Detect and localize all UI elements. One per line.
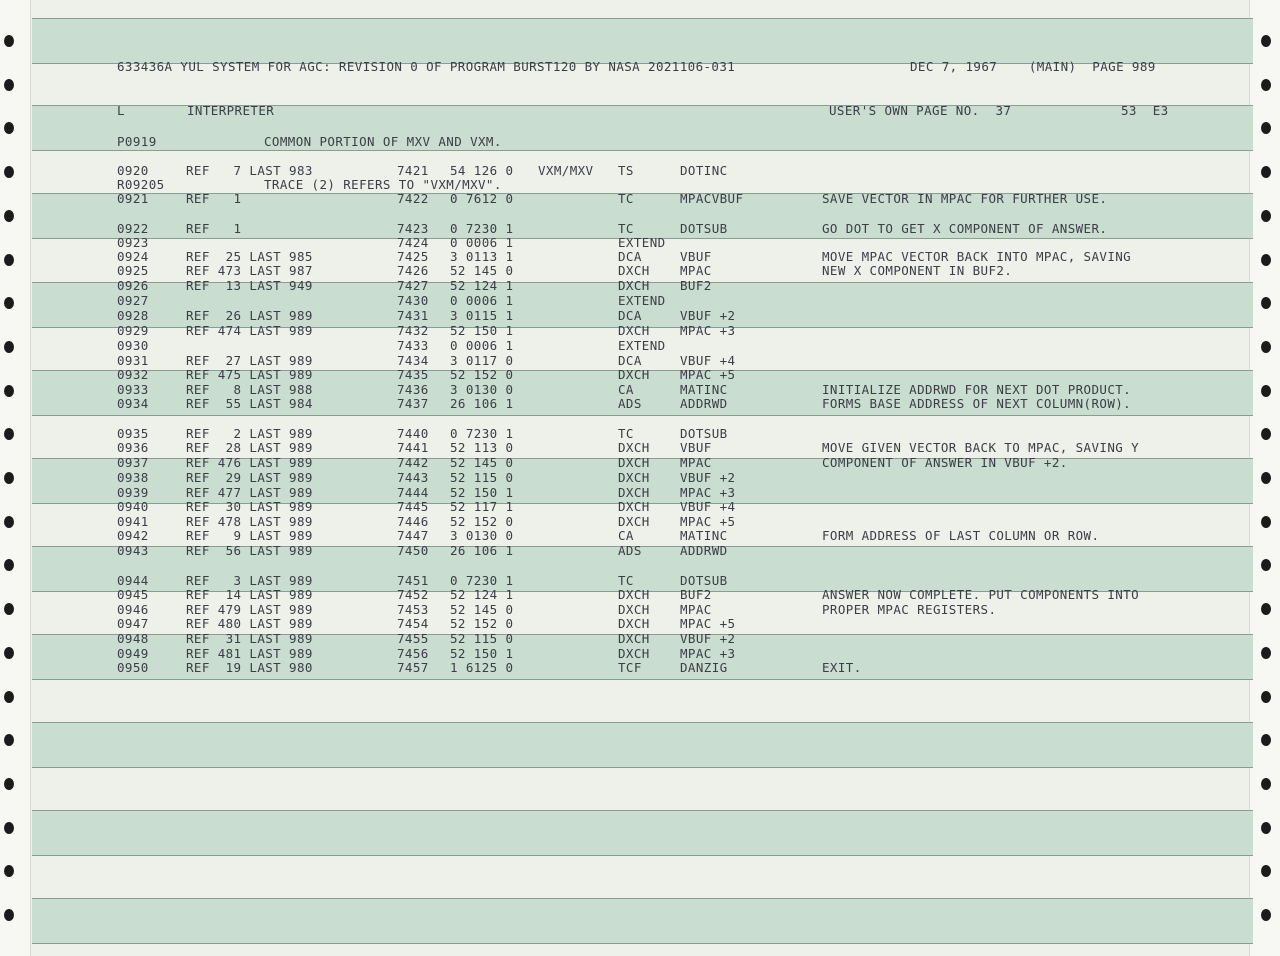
listing-operand: VBUF +2: [680, 470, 736, 485]
listing-comment: EXIT.: [822, 660, 862, 675]
listing-comment: MOVE MPAC VECTOR BACK INTO MPAC, SAVING: [822, 249, 1132, 264]
listing-address: 7455: [397, 631, 429, 646]
listing-operand: MPAC: [680, 455, 712, 470]
sprocket-hole: [4, 691, 14, 703]
listing-operand: VBUF +2: [680, 631, 736, 646]
listing-octal-code: 52 150 1: [450, 646, 514, 661]
sprocket-hole: [4, 472, 14, 484]
listing-operand: MPAC +3: [680, 323, 736, 338]
listing-address: 7432: [397, 323, 429, 338]
listing-line-number: 0937: [117, 455, 149, 470]
listing-line-number: 0939: [117, 485, 149, 500]
listing-opcode: TS: [618, 163, 634, 178]
listing-operand: DOTSUB: [680, 426, 728, 441]
sprocket-hole: [1261, 472, 1271, 484]
sprocket-hole: [1261, 516, 1271, 528]
listing-opcode: DXCH: [618, 631, 650, 646]
listing-ref: REF 25 LAST 985: [186, 249, 313, 264]
sprocket-hole: [1261, 909, 1271, 921]
header-listing-type: L: [117, 103, 125, 118]
listing-ref: REF 479 LAST 989: [186, 602, 313, 617]
listing-operand: VBUF +4: [680, 499, 736, 514]
listing-ref: REF 55 LAST 984: [186, 396, 313, 411]
sprocket-hole: [1261, 35, 1271, 47]
sprocket-hole: [4, 385, 14, 397]
listing-ref: REF 476 LAST 989: [186, 455, 313, 470]
listing-opcode: EXTEND: [618, 235, 666, 250]
listing-octal-code: 52 152 0: [450, 514, 514, 529]
listing-ref: REF 26 LAST 989: [186, 308, 313, 323]
header-user-page: USER'S OWN PAGE NO. 37: [829, 103, 1012, 118]
listing-opcode: DXCH: [618, 587, 650, 602]
listing-octal-code: 3 0113 1: [450, 249, 514, 264]
listing-label: VXM/MXV: [538, 163, 594, 178]
sprocket-hole: [4, 79, 14, 91]
listing-octal-code: 0 0006 1: [450, 293, 514, 308]
listing-ref: REF 474 LAST 989: [186, 323, 313, 338]
listing-line-number: 0925: [117, 263, 149, 278]
listing-opcode: DXCH: [618, 616, 650, 631]
section-title: COMMON PORTION OF MXV AND VXM.: [264, 134, 502, 149]
listing-octal-code: 52 124 1: [450, 278, 514, 293]
listing-line-number: 0923: [117, 235, 149, 250]
listing-opcode: DXCH: [618, 499, 650, 514]
sprocket-hole: [1261, 210, 1271, 222]
listing-trace-note: TRACE (2) REFERS TO "VXM/MXV".: [264, 177, 502, 192]
sprocket-hole: [4, 909, 14, 921]
listing-comment: COMPONENT OF ANSWER IN VBUF +2.: [822, 455, 1068, 470]
listing-octal-code: 26 106 1: [450, 543, 514, 558]
listing-ref: REF 473 LAST 987: [186, 263, 313, 278]
listing-address: 7457: [397, 660, 429, 675]
sprocket-hole: [1261, 166, 1271, 178]
listing-address: 7426: [397, 263, 429, 278]
listing-ref: REF 13 LAST 949: [186, 278, 313, 293]
listing-address: 7435: [397, 367, 429, 382]
listing-address: 7427: [397, 278, 429, 293]
listing-comment: FORMS BASE ADDRESS OF NEXT COLUMN(ROW).: [822, 396, 1132, 411]
listing-address: 7450: [397, 543, 429, 558]
listing-address: 7423: [397, 221, 429, 236]
listing-address: 7433: [397, 338, 429, 353]
listing-opcode: DCA: [618, 249, 642, 264]
listing-ref: REF 56 LAST 989: [186, 543, 313, 558]
listing-line-number: 0938: [117, 470, 149, 485]
listing-line-number: 0934: [117, 396, 149, 411]
listing-line-number: R09205: [117, 177, 165, 192]
sprocket-hole: [4, 166, 14, 178]
listing-ref: REF 30 LAST 989: [186, 499, 313, 514]
listing-octal-code: 26 106 1: [450, 396, 514, 411]
listing-ref: REF 9 LAST 989: [186, 528, 313, 543]
listing-address: 7440: [397, 426, 429, 441]
section-id: P0919: [117, 134, 157, 149]
listing-address: 7422: [397, 191, 429, 206]
listing-opcode: DXCH: [618, 602, 650, 617]
listing-line-number: 0932: [117, 367, 149, 382]
sprocket-hole: [4, 210, 14, 222]
listing-line-number: 0926: [117, 278, 149, 293]
listing-operand: DOTINC: [680, 163, 728, 178]
listing-line-number: 0950: [117, 660, 149, 675]
greenbar-band: [32, 722, 1253, 768]
listing-address: 7451: [397, 573, 429, 588]
listing-address: 7452: [397, 587, 429, 602]
listing-address: 7431: [397, 308, 429, 323]
listing-ref: REF 477 LAST 989: [186, 485, 313, 500]
listing-ref: REF 478 LAST 989: [186, 514, 313, 529]
listing-line-number: 0928: [117, 308, 149, 323]
listing-address: 7421: [397, 163, 429, 178]
listing-opcode: EXTEND: [618, 338, 666, 353]
listing-line-number: 0949: [117, 646, 149, 661]
listing-address: 7436: [397, 382, 429, 397]
listing-ref: REF 31 LAST 989: [186, 631, 313, 646]
listing-address: 7446: [397, 514, 429, 529]
listing-octal-code: 3 0130 0: [450, 528, 514, 543]
listing-opcode: CA: [618, 382, 634, 397]
listing-operand: MPACVBUF: [680, 191, 744, 206]
listing-operand: VBUF +2: [680, 308, 736, 323]
listing-operand: ADDRWD: [680, 396, 728, 411]
listing-address: 7441: [397, 440, 429, 455]
listing-octal-code: 3 0117 0: [450, 353, 514, 368]
listing-line-number: 0924: [117, 249, 149, 264]
listing-octal-code: 52 113 0: [450, 440, 514, 455]
listing-ref: REF 1: [186, 221, 242, 236]
listing-opcode: DXCH: [618, 278, 650, 293]
listing-comment: PROPER MPAC REGISTERS.: [822, 602, 997, 617]
listing-opcode: DCA: [618, 308, 642, 323]
listing-line-number: 0947: [117, 616, 149, 631]
listing-address: 7425: [397, 249, 429, 264]
listing-operand: DOTSUB: [680, 221, 728, 236]
listing-line-number: 0946: [117, 602, 149, 617]
listing-opcode: DXCH: [618, 470, 650, 485]
listing-line-number: 0948: [117, 631, 149, 646]
sprocket-hole: [4, 822, 14, 834]
listing-opcode: DXCH: [618, 263, 650, 278]
sprocket-hole: [4, 647, 14, 659]
listing-octal-code: 0 0006 1: [450, 338, 514, 353]
listing-comment: FORM ADDRESS OF LAST COLUMN OR ROW.: [822, 528, 1100, 543]
listing-comment: SAVE VECTOR IN MPAC FOR FURTHER USE.: [822, 191, 1108, 206]
sprocket-hole: [4, 603, 14, 615]
listing-line-number: 0935: [117, 426, 149, 441]
listing-opcode: DXCH: [618, 646, 650, 661]
listing-line-number: 0944: [117, 573, 149, 588]
listing-operand: DANZIG: [680, 660, 728, 675]
listing-opcode: ADS: [618, 396, 642, 411]
listing-octal-code: 0 0006 1: [450, 235, 514, 250]
listing-line-number: 0930: [117, 338, 149, 353]
listing-octal-code: 52 152 0: [450, 616, 514, 631]
listing-ref: REF 480 LAST 989: [186, 616, 313, 631]
header-section-name: INTERPRETER: [187, 103, 275, 118]
listing-address: 7447: [397, 528, 429, 543]
header-title: 633436A YUL SYSTEM FOR AGC: REVISION 0 OF PROGRAM BURST120 BY NASA 2021106-031: [117, 59, 736, 74]
listing-opcode: TC: [618, 573, 634, 588]
listing-address: 7443: [397, 470, 429, 485]
listing-line-number: 0929: [117, 323, 149, 338]
listing-octal-code: 52 150 1: [450, 323, 514, 338]
listing-line-number: 0922: [117, 221, 149, 236]
listing-line-number: 0921: [117, 191, 149, 206]
listing-comment: GO DOT TO GET X COMPONENT OF ANSWER.: [822, 221, 1108, 236]
listing-opcode: TC: [618, 426, 634, 441]
listing-ref: REF 28 LAST 989: [186, 440, 313, 455]
listing-operand: VBUF: [680, 249, 712, 264]
listing-octal-code: 0 7230 1: [450, 221, 514, 236]
sprocket-hole: [1261, 691, 1271, 703]
listing-operand: VBUF +4: [680, 353, 736, 368]
listing-line-number: 0927: [117, 293, 149, 308]
header-date-page: DEC 7, 1967 (MAIN) PAGE 989: [910, 59, 1156, 74]
listing-line-number: 0945: [117, 587, 149, 602]
listing-octal-code: 52 115 0: [450, 631, 514, 646]
listing-octal-code: 0 7230 1: [450, 426, 514, 441]
listing-ref: REF 3 LAST 989: [186, 573, 313, 588]
greenbar-band: [32, 18, 1253, 64]
listing-address: 7444: [397, 485, 429, 500]
listing-ref: REF 7 LAST 983: [186, 163, 313, 178]
listing-opcode: TC: [618, 221, 634, 236]
listing-operand: MPAC +5: [680, 514, 736, 529]
listing-octal-code: 52 145 0: [450, 602, 514, 617]
listing-octal-code: 3 0130 0: [450, 382, 514, 397]
listing-comment: MOVE GIVEN VECTOR BACK TO MPAC, SAVING Y: [822, 440, 1140, 455]
sprocket-hole: [1261, 385, 1271, 397]
listing-ref: REF 1: [186, 191, 242, 206]
sprocket-hole: [4, 341, 14, 353]
listing-ref: REF 27 LAST 989: [186, 353, 313, 368]
listing-opcode: ADS: [618, 543, 642, 558]
listing-operand: BUF2: [680, 587, 712, 602]
listing-octal-code: 0 7612 0: [450, 191, 514, 206]
listing-ref: REF 2 LAST 989: [186, 426, 313, 441]
listing-octal-code: 0 7230 1: [450, 573, 514, 588]
listing-opcode: DXCH: [618, 514, 650, 529]
listing-opcode: DXCH: [618, 455, 650, 470]
sprocket-hole: [1261, 647, 1271, 659]
sprocket-hole: [1261, 603, 1271, 615]
greenbar-band: [32, 810, 1253, 856]
listing-line-number: 0920: [117, 163, 149, 178]
listing-operand: DOTSUB: [680, 573, 728, 588]
listing-octal-code: 52 150 1: [450, 485, 514, 500]
sprocket-hole: [1261, 254, 1271, 266]
sprocket-hole: [4, 516, 14, 528]
listing-address: 7434: [397, 353, 429, 368]
listing-operand: MPAC: [680, 263, 712, 278]
listing-address: 7424: [397, 235, 429, 250]
listing-ref: REF 19 LAST 980: [186, 660, 313, 675]
greenbar-band: [32, 898, 1253, 944]
sprocket-hole: [1261, 79, 1271, 91]
listing-opcode: DXCH: [618, 440, 650, 455]
listing-address: 7430: [397, 293, 429, 308]
sprocket-hole: [1261, 341, 1271, 353]
listing-octal-code: 52 117 1: [450, 499, 514, 514]
listing-comment: ANSWER NOW COMPLETE. PUT COMPONENTS INTO: [822, 587, 1140, 602]
listing-octal-code: 52 124 1: [450, 587, 514, 602]
listing-opcode: TCF: [618, 660, 642, 675]
sprocket-hole: [1261, 822, 1271, 834]
listing-opcode: TC: [618, 191, 634, 206]
listing-operand: MATINC: [680, 528, 728, 543]
listing-operand: ADDRWD: [680, 543, 728, 558]
listing-address: 7456: [397, 646, 429, 661]
listing-line-number: 0936: [117, 440, 149, 455]
listing-octal-code: 52 152 0: [450, 367, 514, 382]
listing-line-number: 0942: [117, 528, 149, 543]
listing-operand: MPAC +5: [680, 616, 736, 631]
listing-octal-code: 52 145 0: [450, 263, 514, 278]
listing-address: 7437: [397, 396, 429, 411]
listing-octal-code: 54 126 0: [450, 163, 514, 178]
listing-address: 7453: [397, 602, 429, 617]
listing-operand: MPAC +5: [680, 367, 736, 382]
header-page-code: 53 E3: [1121, 103, 1169, 118]
listing-operand: MPAC: [680, 602, 712, 617]
sprocket-hole: [4, 254, 14, 266]
listing-octal-code: 1 6125 0: [450, 660, 514, 675]
listing-line-number: 0931: [117, 353, 149, 368]
listing-opcode: DXCH: [618, 323, 650, 338]
listing-ref: REF 14 LAST 989: [186, 587, 313, 602]
listing-ref: REF 8 LAST 988: [186, 382, 313, 397]
sprocket-hole: [1261, 778, 1271, 790]
listing-opcode: CA: [618, 528, 634, 543]
listing-address: 7454: [397, 616, 429, 631]
listing-octal-code: 52 115 0: [450, 470, 514, 485]
listing-operand: MATINC: [680, 382, 728, 397]
listing-opcode: EXTEND: [618, 293, 666, 308]
listing-comment: NEW X COMPONENT IN BUF2.: [822, 263, 1013, 278]
listing-operand: BUF2: [680, 278, 712, 293]
listing-opcode: DCA: [618, 353, 642, 368]
sprocket-hole: [4, 778, 14, 790]
listing-address: 7442: [397, 455, 429, 470]
listing-line-number: 0943: [117, 543, 149, 558]
listing-ref: REF 475 LAST 989: [186, 367, 313, 382]
listing-opcode: DXCH: [618, 485, 650, 500]
listing-opcode: DXCH: [618, 367, 650, 382]
listing-line-number: 0933: [117, 382, 149, 397]
listing-operand: MPAC +3: [680, 485, 736, 500]
listing-ref: REF 481 LAST 989: [186, 646, 313, 661]
listing-operand: VBUF: [680, 440, 712, 455]
listing-line-number: 0941: [117, 514, 149, 529]
listing-octal-code: 52 145 0: [450, 455, 514, 470]
listing-line-number: 0940: [117, 499, 149, 514]
sprocket-hole: [4, 35, 14, 47]
listing-address: 7445: [397, 499, 429, 514]
listing-operand: MPAC +3: [680, 646, 736, 661]
listing-octal-code: 3 0115 1: [450, 308, 514, 323]
listing-ref: REF 29 LAST 989: [186, 470, 313, 485]
listing-comment: INITIALIZE ADDRWD FOR NEXT DOT PRODUCT.: [822, 382, 1132, 397]
